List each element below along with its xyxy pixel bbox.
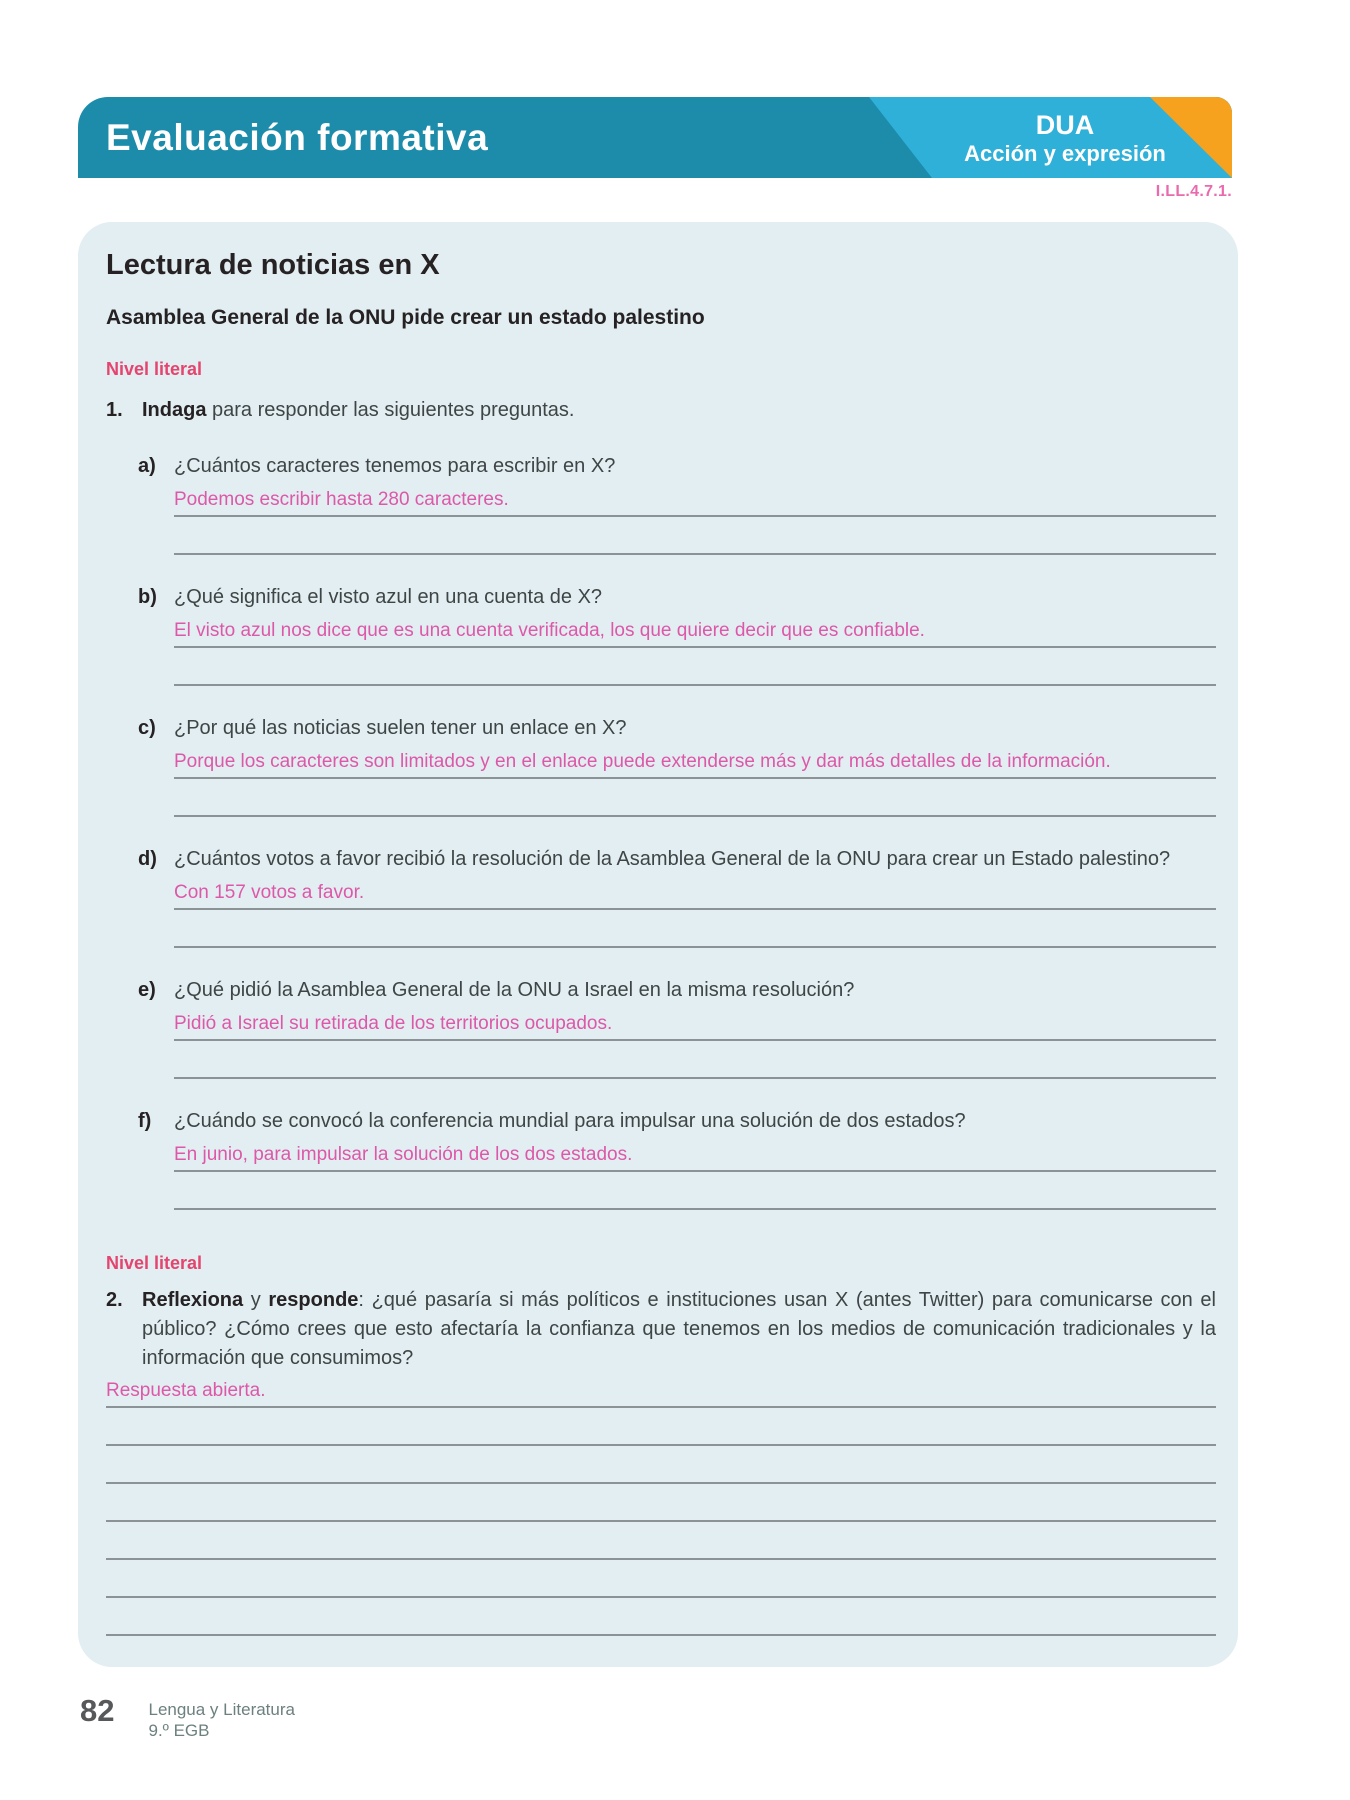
- question-1-number: 1.: [106, 399, 123, 421]
- question-item-blank-line[interactable]: [174, 517, 1216, 555]
- question-item-answer[interactable]: En junio, para impulsar la solución de los dos estados.: [174, 1143, 1216, 1172]
- question-item: [138, 845, 1216, 948]
- blank-writing-line[interactable]: [106, 1446, 1216, 1484]
- worksheet-card: [78, 222, 1238, 1667]
- question-item: [138, 714, 1216, 817]
- question-2-blank-lines: [106, 1408, 1216, 1667]
- question-2-text: Reflexiona y responde: ¿qué pasaría si más políticos e instituciones usan X (antes Twitter) para comunicarse con el público? ¿Cómo crees que esto afectaría la confianza que tenemos en los medios de comunicación tradicionales y la información que consumimos?: [142, 1289, 1216, 1369]
- question-item-row: [138, 714, 1216, 742]
- blank-writing-line[interactable]: [106, 1408, 1216, 1446]
- question-item: [138, 452, 1216, 555]
- question-1: [106, 396, 1216, 424]
- question-item-letter: d): [138, 848, 157, 870]
- blank-writing-line[interactable]: [106, 1484, 1216, 1522]
- blank-writing-line[interactable]: [106, 1560, 1216, 1598]
- question-item-row: [138, 452, 1216, 480]
- banner-title: Evaluación formativa: [106, 116, 489, 158]
- question-item: [138, 976, 1216, 1079]
- worksheet-subtitle: Asamblea General de la ONU pide crear un estado palestino: [106, 306, 705, 329]
- curriculum-code: I.LL.4.7.1.: [1155, 183, 1232, 200]
- dua-badge-subtitle: Acción y expresión: [964, 140, 1166, 166]
- question-item-blank-line[interactable]: [174, 1041, 1216, 1079]
- question-2-answer[interactable]: Respuesta abierta.: [106, 1379, 1216, 1408]
- page-number: 82: [80, 1693, 115, 1728]
- level-label-2: Nivel literal: [106, 1253, 203, 1273]
- question-item-blank-line[interactable]: [174, 910, 1216, 948]
- question-2: [106, 1286, 1216, 1373]
- question-item: [138, 1107, 1216, 1210]
- book-title: Lengua y Literatura: [148, 1700, 295, 1719]
- question-item-blank-line[interactable]: [174, 779, 1216, 817]
- question-item-answer[interactable]: Pidió a Israel su retirada de los territorios ocupados.: [174, 1012, 1216, 1041]
- question-item: [138, 583, 1216, 686]
- question-item-row: [138, 583, 1216, 611]
- question-item-letter: a): [138, 455, 156, 477]
- question-item-letter: f): [138, 1110, 152, 1132]
- question-item-blank-line[interactable]: [174, 648, 1216, 686]
- question-item-text: ¿Qué pidió la Asamblea General de la ONU a Israel en la misma resolución?: [174, 979, 855, 1001]
- section-banner: [78, 97, 1232, 178]
- question-item-text: ¿Cuántos votos a favor recibió la resolución de la Asamblea General de la ONU para crear un Estado palestino?: [174, 848, 1171, 870]
- question-2-number: 2.: [106, 1289, 123, 1311]
- question-item-letter: c): [138, 717, 156, 739]
- question-item-answer[interactable]: Porque los caracteres son limitados y en el enlace puede extenderse más y dar más detalles de la información.: [174, 750, 1216, 779]
- blank-writing-line[interactable]: [106, 1636, 1216, 1667]
- question-item-text: ¿Cuándo se convocó la conferencia mundial para impulsar una solución de dos estados?: [174, 1110, 966, 1132]
- question-item-row: [138, 1107, 1216, 1135]
- question-item-blank-line[interactable]: [174, 1172, 1216, 1210]
- page-footer: [80, 1694, 295, 1741]
- book-grade: 9.º EGB: [148, 1721, 210, 1740]
- question-1-text: Indaga para responder las siguientes preguntas.: [142, 399, 575, 421]
- question-item-text: ¿Por qué las noticias suelen tener un enlace en X?: [174, 717, 627, 739]
- question-item-text: ¿Cuántos caracteres tenemos para escribir en X?: [174, 455, 616, 477]
- question-item-letter: e): [138, 979, 156, 1001]
- question-item-letter: b): [138, 586, 157, 608]
- question-item-row: [138, 845, 1216, 873]
- book-info: [148, 1694, 295, 1741]
- question-item-answer[interactable]: Con 157 votos a favor.: [174, 881, 1216, 910]
- blank-writing-line[interactable]: [106, 1598, 1216, 1636]
- question-item-answer[interactable]: El visto azul nos dice que es una cuenta verificada, los que quiere decir que es confiable.: [174, 619, 1216, 648]
- worksheet-title: Lectura de noticias en X: [106, 249, 440, 281]
- question-item-row: [138, 976, 1216, 1004]
- dua-badge-title: DUA: [1035, 109, 1095, 140]
- question-item-answer[interactable]: Podemos escribir hasta 280 caracteres.: [174, 488, 1216, 517]
- question-item-text: ¿Qué significa el visto azul en una cuenta de X?: [174, 586, 603, 608]
- dua-badge: [945, 109, 1185, 165]
- blank-writing-line[interactable]: [106, 1522, 1216, 1560]
- question-1-items: [106, 452, 1216, 1210]
- level-label-1: Nivel literal: [106, 359, 203, 379]
